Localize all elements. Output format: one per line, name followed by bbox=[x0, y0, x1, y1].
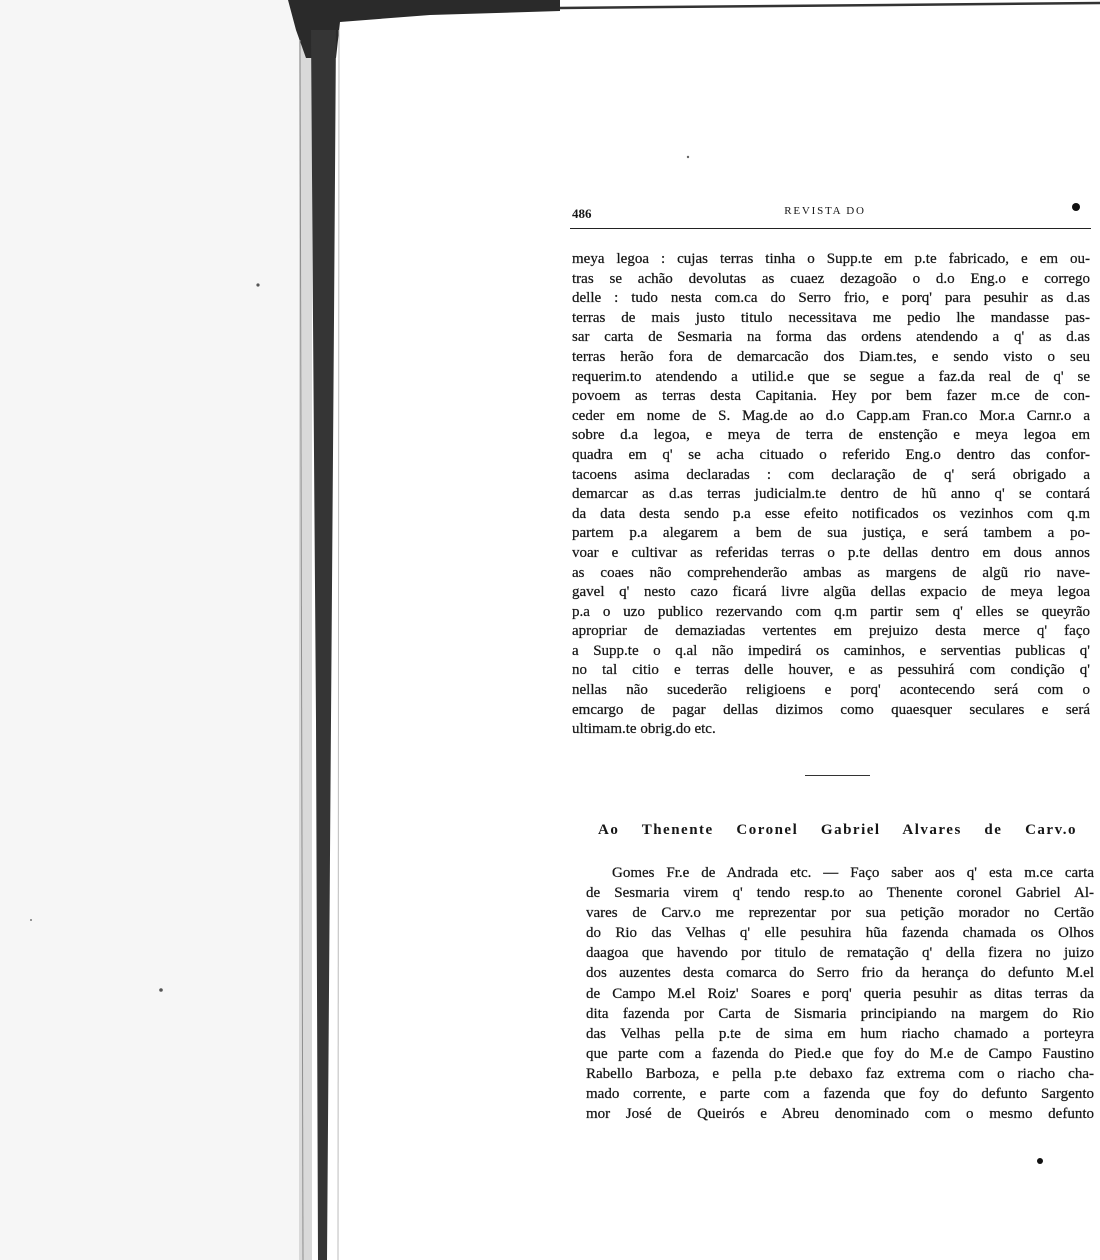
speck bbox=[159, 988, 163, 992]
text-line: as coaes não comprehenderão ambas as margens de algũ rio nave- bbox=[572, 564, 1090, 581]
text-line: dos auzentes desta comarca do Serro frio da herança do defunto M.el bbox=[586, 965, 1094, 982]
text-line: sobre d.a legoa, e meya de terra de enstenção e meya legoa em bbox=[572, 427, 1090, 444]
text-line: tras se achão devolutas as cuaez dezagoão o d.o Eng.o e corrego bbox=[572, 270, 1090, 287]
left-page-margin bbox=[0, 0, 299, 1260]
text-line: demarcar as d.as terras judicialm.te dentro de hũ anno q' se contará bbox=[572, 486, 1090, 503]
text-line: dita fazenda por Carta de Sismaria principiando na margem do Rio bbox=[586, 1005, 1094, 1022]
text-line: mado corrente, e parte com a fazenda que foy do defunto Sargento bbox=[586, 1086, 1094, 1103]
text-line: terras herão fora de demarcacão dos Diam.tes, e sendo visto o seu bbox=[572, 348, 1090, 365]
text-line: apropriar de demaziadas vertentes em prejuizo desta merce q' faço bbox=[572, 623, 1090, 640]
text-line: nellas não sucederão religioens e porq' acontecendo será com o bbox=[572, 682, 1090, 699]
text-line: da data desta sendo p.a esse efeito notificados os vezinhos com q.m bbox=[572, 505, 1090, 522]
gutter-shade bbox=[299, 20, 312, 1260]
header-rule bbox=[570, 228, 1091, 229]
gutter-shadow-band bbox=[311, 30, 336, 1260]
text-line: terras de mais justo titulo necessitava me pedio lhe mandasse pas- bbox=[572, 309, 1090, 326]
speck bbox=[687, 156, 689, 158]
text-line: vares de Carv.o me reprezentar por sua petição morador no Certão bbox=[586, 905, 1094, 922]
section-heading: Ao Thenente Coronel Gabriel Alvares de Carv.o bbox=[598, 822, 1077, 838]
paragraph-2 bbox=[586, 863, 1094, 1124]
header-dot bbox=[1072, 203, 1080, 211]
speck bbox=[30, 919, 32, 921]
text-line: daagoa que havendo por titulo de rematação q' della fizera no juizo bbox=[586, 945, 1094, 962]
text-line: requerim.to atendendo a utilid.e que se segue a faz.da real de q' se bbox=[572, 368, 1090, 385]
text-line: tacoens asima declaradas : com declaração de q' será obrigado a bbox=[572, 466, 1090, 483]
text-line: emcargo de pagar dellas dizimos como quaesquer seculares e será bbox=[572, 701, 1090, 718]
top-edge-line bbox=[560, 3, 1100, 8]
text-line: de Campo M.el Roiz' Soares e porq' queria pesuhir as ditas terras da bbox=[586, 985, 1094, 1002]
text-line-first: Gomes Fr.e de Andrada etc. — Faço saber aos q' esta m.ce carta bbox=[612, 865, 1094, 881]
text-line: mor José de Queirós e Abreu denominado com o mesmo defunto bbox=[586, 1106, 1094, 1123]
text-line-last: ultimam.te obrig.do etc. bbox=[572, 721, 716, 738]
text-line: quadra em q' se acha cituado o referido Eng.o dentro das confor- bbox=[572, 446, 1090, 463]
text-line: de Sesmaria virem q' tendo resp.to ao Thenente coronel Gabriel Al- bbox=[586, 885, 1094, 902]
text-line: sar carta de Sesmaria na forma das ordens atendendo a q' as d.as bbox=[572, 329, 1090, 346]
paragraph-1 bbox=[572, 250, 1090, 740]
text-line: gavel q' nesto cazo ficará livre algũa dellas expacio de meya legoa bbox=[572, 584, 1090, 601]
page-edge-line bbox=[338, 30, 339, 1260]
text-line: p.a o uzo publico rezervando com q.m partir sem q' elles se queyrão bbox=[572, 603, 1090, 620]
text-line: Rabello Barboza, e pella p.te debaxo faz extrema com o riacho cha- bbox=[586, 1065, 1094, 1082]
text-line: das Velhas pella p.te de sima em hum riacho chamado a porteyra bbox=[586, 1025, 1094, 1042]
text-line: no tal citio e terras delle houver, e as pessuhirá com condição q' bbox=[572, 662, 1090, 679]
page-number: 486 bbox=[572, 206, 592, 221]
text-line: ceder em nome de S. Mag.de ao d.o Capp.am Fran.co Mor.a Carnr.o a bbox=[572, 407, 1090, 424]
speck bbox=[256, 283, 259, 286]
footer-dot bbox=[1037, 1158, 1043, 1164]
text-line: que parte com a fazenda do Pied.e que foy do M.e de Campo Faustino bbox=[586, 1045, 1094, 1062]
text-line: povoem as terras desta Capitania. Hey por bem fazer m.ce de con- bbox=[572, 388, 1090, 405]
text-line: a Supp.te o q.al não impedirá os caminhos, e serventias publicas q' bbox=[572, 642, 1090, 659]
section-divider bbox=[805, 775, 870, 776]
text-line: meya legoa : cujas terras tinha o Supp.te em p.te fabricado, e em ou- bbox=[572, 251, 1090, 267]
running-head: REVISTA DO bbox=[784, 205, 866, 217]
text-line: do Rio das Velhas q' elle pesuhira hũa fazenda chamada os Olhos bbox=[586, 925, 1094, 942]
text-line: delle : tudo nesta com.ca do Serro frio, e porq' para pesuhir as d.as bbox=[572, 290, 1090, 307]
text-line: partem p.a alegarem a bem de sua justiça, e será tambem a po- bbox=[572, 525, 1090, 542]
text-line: voar e cultivar as referidas terras o p.te dellas dentro em dous annos bbox=[572, 544, 1090, 561]
